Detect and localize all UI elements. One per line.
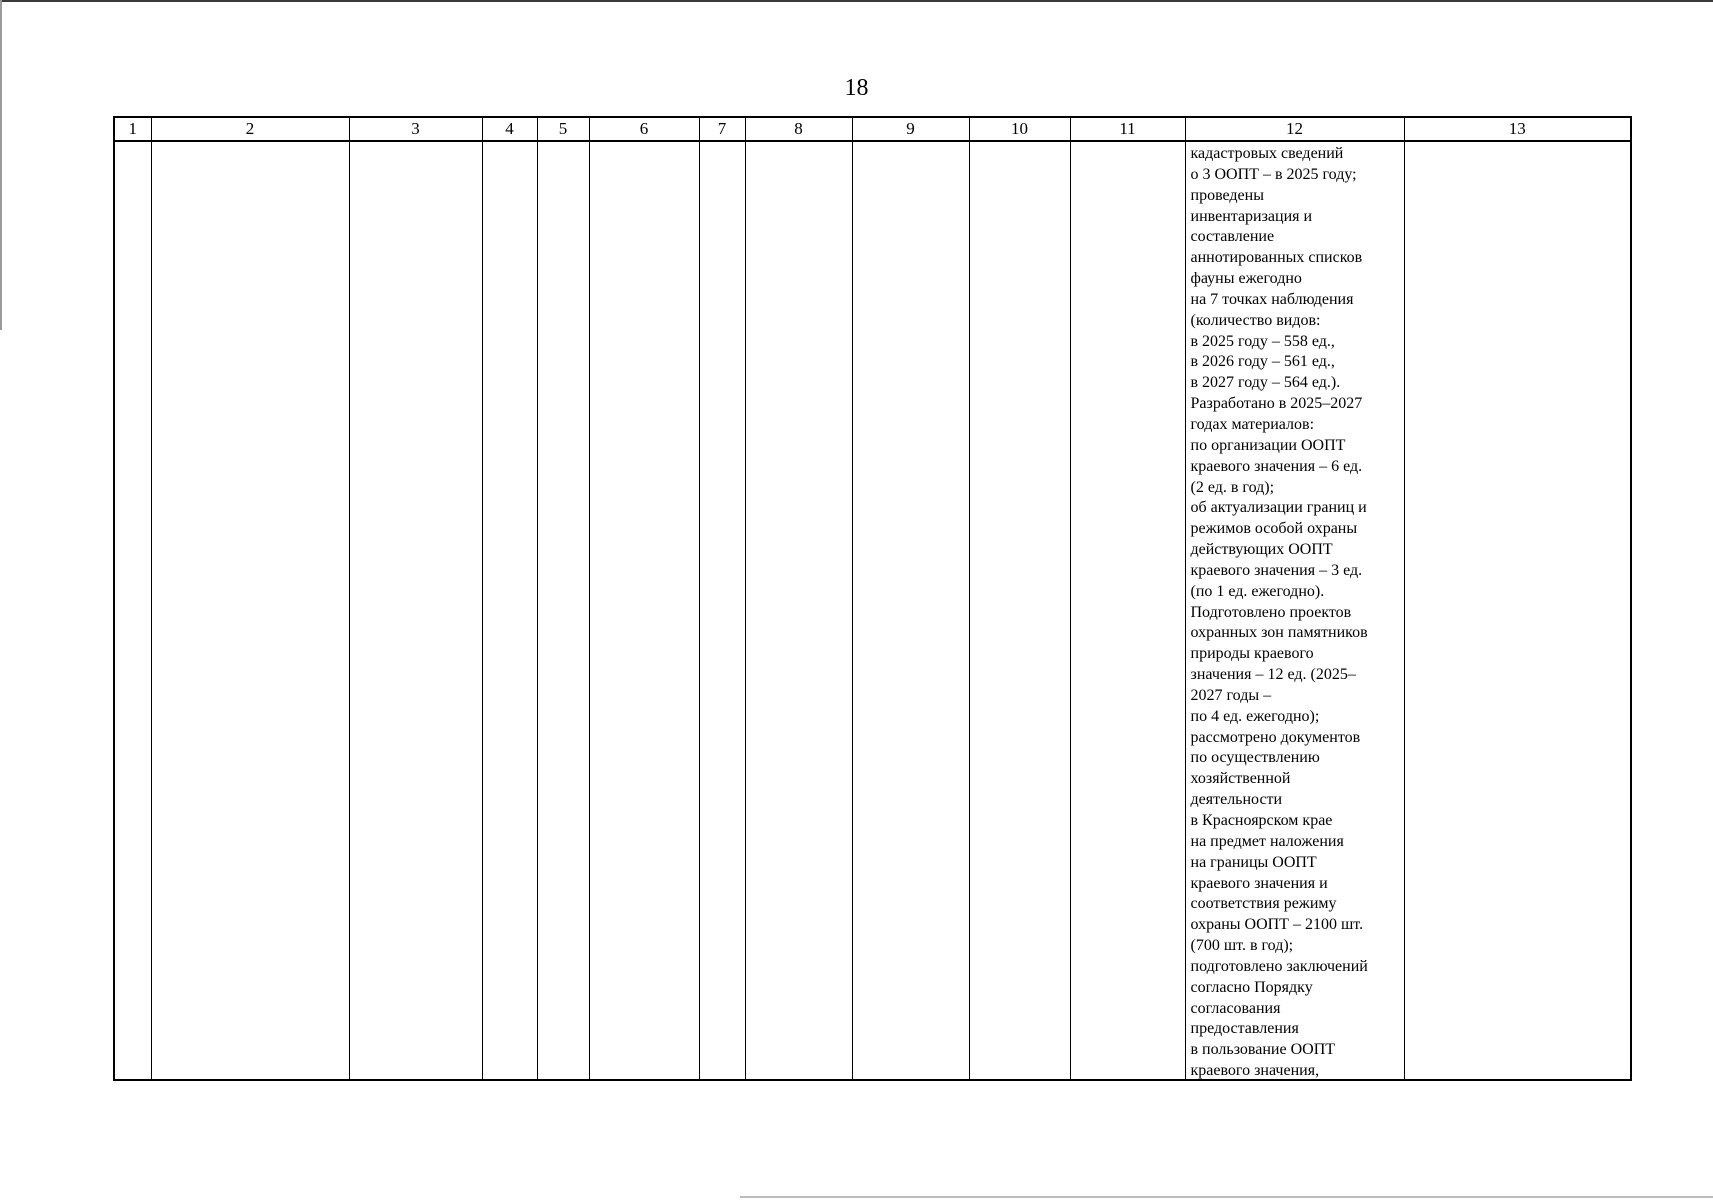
cell-text xyxy=(115,142,151,1079)
cell-text xyxy=(152,142,349,1079)
scan-edge-bottom xyxy=(740,1196,1713,1198)
table-cell-results xyxy=(1185,141,1404,1080)
cell-text xyxy=(700,142,745,1079)
table-cell xyxy=(114,141,151,1080)
cell-text xyxy=(590,142,699,1079)
table-cell xyxy=(852,141,969,1080)
table-cell xyxy=(699,141,745,1080)
scan-edge-left xyxy=(0,0,2,330)
cell-text xyxy=(1405,142,1631,1079)
column-header: 10 xyxy=(969,117,1070,141)
table-cell xyxy=(1404,141,1631,1080)
table-cell xyxy=(537,141,589,1080)
table-cell xyxy=(349,141,482,1080)
table-row xyxy=(114,141,1631,1080)
cell-text xyxy=(746,142,852,1079)
column-header: 2 xyxy=(151,117,349,141)
column-header: 13 xyxy=(1404,117,1631,141)
table-cell xyxy=(969,141,1070,1080)
page-number: 18 xyxy=(844,75,869,101)
table-cell xyxy=(482,141,537,1080)
column-header: 4 xyxy=(482,117,537,141)
column-header: 11 xyxy=(1070,117,1185,141)
column-header: 9 xyxy=(852,117,969,141)
column-header: 7 xyxy=(699,117,745,141)
column-header: 6 xyxy=(589,117,699,141)
scan-edge-top xyxy=(0,0,1713,2)
column-header: 3 xyxy=(349,117,482,141)
cell-text xyxy=(483,142,537,1079)
column-header: 8 xyxy=(745,117,852,141)
column-header: 12 xyxy=(1185,117,1404,141)
column-number-row xyxy=(114,117,1631,141)
table-cell xyxy=(745,141,852,1080)
document-table xyxy=(113,116,1632,1081)
cell-text xyxy=(970,142,1070,1079)
table-cell xyxy=(1070,141,1185,1080)
cell-text xyxy=(538,142,589,1079)
table-cell xyxy=(589,141,699,1080)
cell-text-results: кадастровых сведений о 3 ООПТ – в 2025 году; проведены инвентаризация и составление аннотированных списков фауны ежегодно на 7 точках наблюдения (количество видов: в 2025 году – 558 ед., в 2026 году – 561 ед., в 2027 году – 564 ед.). Разработано в 2025–2027 годах материалов: по организации ООПТ краевого значения – 6 ед. (2 ед. в год); об актуализации границ и режимов особой охраны действующих ООПТ краевого значения – 3 ед. (по 1 ед. ежегодно). Подготовлено проектов охранных зон памятников природы краевого значения – 12 ед. (2025– 2027 годы – по 4 ед. ежегодно); рассмотрено документов по осуществлению хозяйственной деятельности в Красноярском крае на предмет наложения на границы ООПТ краевого значения и соответствия режиму охраны ООПТ – 2100 шт. (700 шт. в год); подготовлено заключений согласно Порядку согласования предоставления в пользование ООПТ краевого значения, xyxy=(1190,145,1368,1079)
cell-text xyxy=(1071,142,1185,1079)
cell-text xyxy=(350,142,482,1079)
cell-text xyxy=(853,142,969,1079)
table-cell xyxy=(151,141,349,1080)
column-header: 5 xyxy=(537,117,589,141)
column-header: 1 xyxy=(114,117,151,141)
